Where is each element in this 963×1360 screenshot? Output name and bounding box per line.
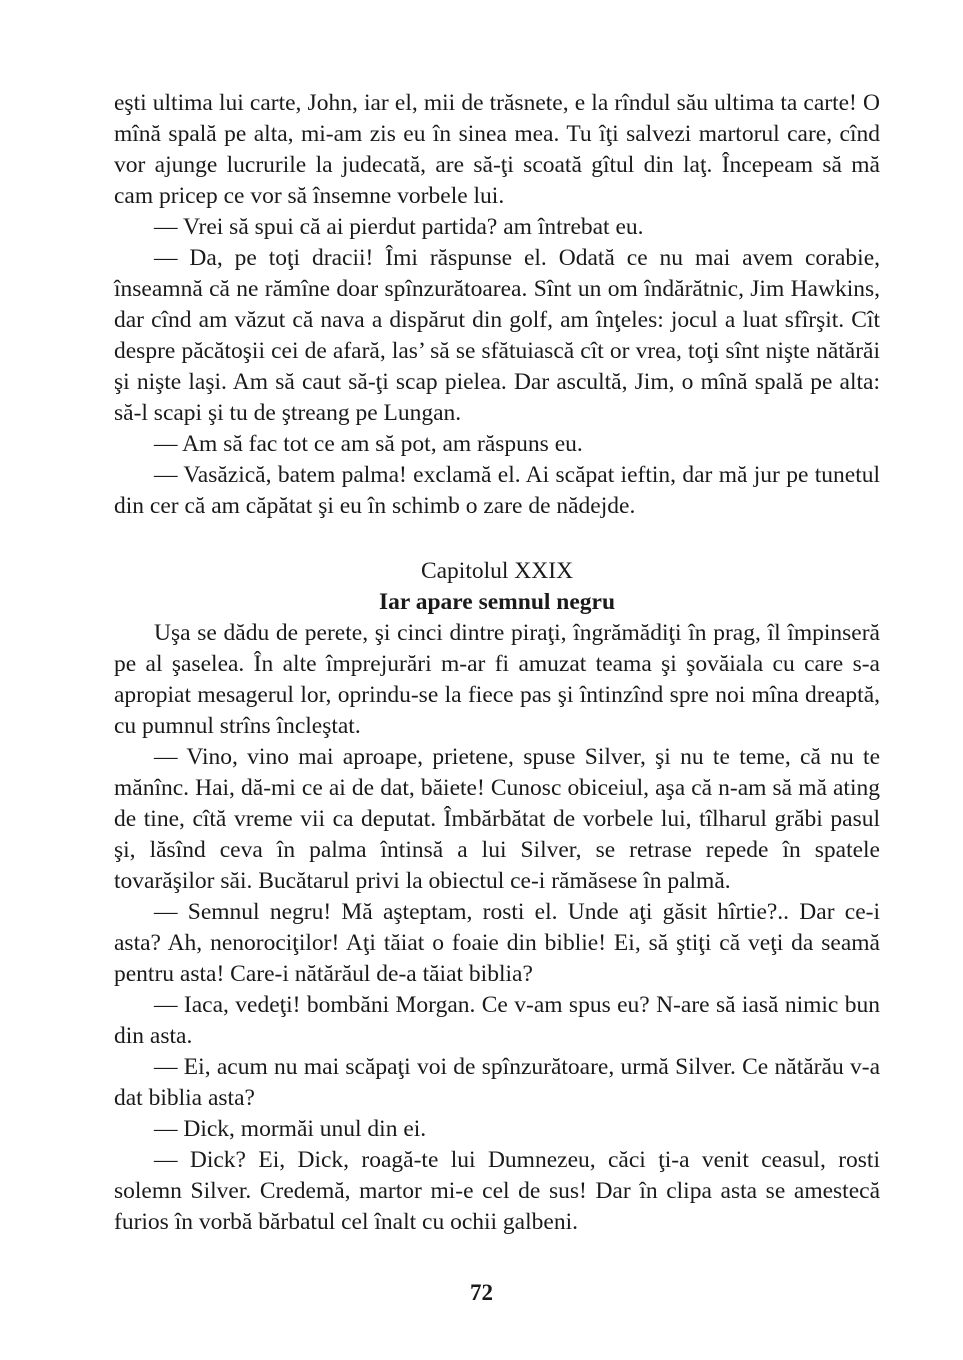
paragraph: eşti ultima lui carte, John, iar el, mii de trăsnete, e la rîndul său ultima ta carte! O mînă spală pe alta, mi-am zis eu în sinea mea. Tu îţi salvezi martorul care, cînd vor ajunge lucrurile la judecată, are să-ţi scoată gîtul din laţ. Începeam să mă cam pricep ce vor să însemne vorbele lui. — [114, 90, 880, 209]
chapter-title: Iar apare semnul negru — [378, 589, 616, 615]
section-spacer — [114, 522, 880, 556]
paragraph: Uşa se dădu de perete, şi cinci dintre piraţi, îngrămădiţi în prag, îl împinseră pe al şaselea. În alte împrejurări m-ar fi amuzat teama şi şovăiala cu care s-a apropiat mesagerul lor, oprindu-se la fiece pas şi întinzînd spre noi mîna dreaptă, cu pumnul strîns încleştat. — [114, 620, 880, 739]
paragraph: — Da, pe toţi dracii! Îmi răspunse el. Odată ce nu mai avem corabie, înseamnă că ne rămîne doar spînzurătoarea. Sînt un om îndărătnic, Jim Hawkins, dar cînd am văzut că nava a dispărut din golf, am înţeles: jocul a luat sfîrşit. Cît despre păcătoşii cei de afară, las’ să se sfătuiască cît or vrea, toţi sînt nişte nătărăi şi nişte laşi. Am să caut să-ţi scap pielea. Dar ascultă, Jim, o mînă spală pe alta: să-l scapi şi tu de ştreang pe Lungan. — [114, 245, 880, 426]
paragraph: — Am să fac tot ce am să pot, am răspuns eu. — [154, 431, 583, 457]
paragraph: — Iaca, vedeţi! bombăni Morgan. Ce v-am spus eu? N-are să iasă nimic bun din asta. — [114, 992, 880, 1049]
paragraph: — Ei, acum nu mai scăpaţi voi de spînzurătoare, urmă Silver. Ce nătărău v-a dat biblia asta? — [114, 1054, 880, 1111]
paragraph: — Vasăzică, batem palma! exclamă el. Ai scăpat ieftin, dar mă jur pe tunetul din cer că am căpătat şi eu în schimb o zare de nădejde. — [114, 462, 880, 519]
paragraph: — Dick, mormăi unul din ei. — [154, 1116, 427, 1142]
page-body — [114, 88, 880, 1238]
paragraph: — Vino, vino mai aproape, prietene, spuse Silver, şi nu te teme, că nu te mănînc. Hai, dă-mi ce ai de dat, băiete! Cunosc obiceiul, aşa că n-am să mă ating de tine, cîtă vreme vii ca deputat. Îmbărbătat de vorbele lui, tîlharul grăbi pasul şi, lăsînd ceva în palma întinsă a lui Silver, se retrase repede în spatele tovarăşilor săi. Bucătarul privi la obiectul ce-i rămăsese în palmă. — [114, 744, 880, 894]
paragraph: — Semnul negru! Mă aşteptam, rosti el. Unde aţi găsit hîrtie?.. Dar ce-i asta? Ah, nenorociţilor! Aţi tăiat o foaie din biblie! Ei, să ştiţi că veţi da seamă pentru asta! Care-i nătărăul de-a tăiat biblia? — [114, 899, 880, 987]
chapter-number: Capitolul XXIX — [420, 558, 574, 584]
paragraph: — Dick? Ei, Dick, roagă-te lui Dumnezeu, căci ţi-a venit ceasul, rosti solemn Silver. Credemă, martor mi-e cel de sus! Dar în clipa asta se amestecă furios în vorbă bărbatul cel înalt cu ochii galbeni. — [114, 1147, 880, 1235]
page-number: 72 — [470, 1280, 493, 1305]
paragraph: — Vrei să spui că ai pierdut partida? am întrebat eu. — [154, 214, 644, 240]
